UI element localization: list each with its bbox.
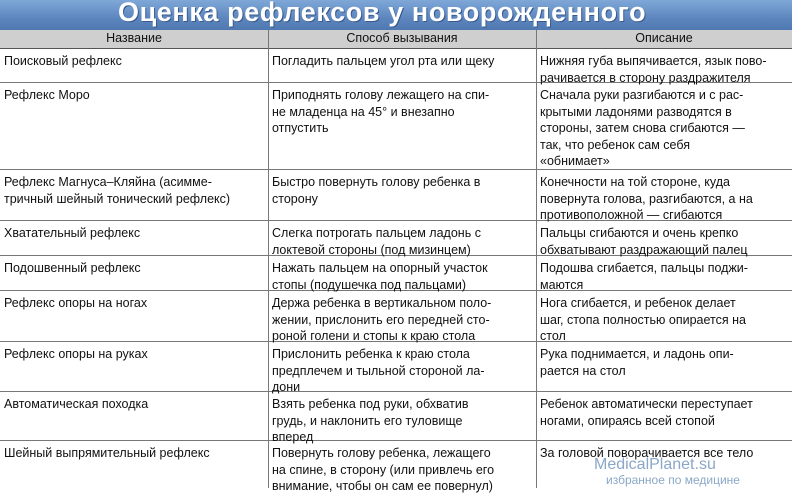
reflex-name: Рефлекс Магнуса–Кляйна (асимме- тричный шейный тонический рефлекс) (4, 175, 231, 206)
reflex-method: Быстро повернуть голову ребенка в сторону (272, 175, 481, 206)
column-header-name: Название (106, 31, 162, 45)
reflex-method: Погладить пальцем угол рта или щеку (272, 54, 495, 68)
watermark-tagline: избранное по медицине (606, 473, 740, 487)
reflex-description: Ребенок автоматически переступает ногами, опираясь всей стопой (540, 397, 753, 428)
reflex-name: Автоматическая походка (4, 397, 149, 411)
title-banner (0, 0, 792, 30)
page-title: Оценка рефлексов у новорожденного (118, 0, 647, 27)
column-divider (536, 30, 537, 488)
table-row (0, 392, 792, 444)
table-row (0, 291, 792, 342)
reflex-method: Слегка потрогать пальцем ладонь с локтевой стороны (под мизинцем) (272, 226, 481, 257)
reflex-name: Рефлекс опоры на ногах (4, 296, 148, 310)
reflex-description: Сначала руки разгибаются и с рас- крытыми ладонями разводятся в стороны, затем снова сгибаются — так, что ребенок сам себя «обнимает» (540, 88, 745, 168)
reflex-description: Пальцы сгибаются и очень крепко обхватывают раздражающий палец (540, 226, 748, 257)
reflex-name: Рефлекс опоры на руках (4, 347, 148, 361)
reflex-name: Хватательный рефлекс (4, 226, 141, 240)
reflex-method: Держа ребенка в вертикальном поло- жении, прислонить его передней сто- роной голени и стопы к краю стола (272, 296, 492, 343)
table-row (0, 83, 792, 170)
reflex-method: Взять ребенка под руки, обхватив грудь, и наклонить его туловище вперед (272, 397, 469, 444)
table-row (0, 49, 792, 83)
reflex-name: Рефлекс Моро (4, 88, 90, 102)
reflex-description: Рука поднимается, и ладонь опи- рается на стол (540, 347, 734, 378)
reflex-method: Прислонить ребенка к краю стола предплечем и тыльной стороной ла- дони (272, 347, 485, 394)
table-row (0, 256, 792, 291)
reflex-method: Приподнять голову лежащего на спи- не младенца на 45° и внезапно отпустить (272, 88, 490, 135)
reflex-description: Конечности на той стороне, куда повернута голова, разгибаются, а на противоположной — сгибаются (540, 175, 753, 222)
column-header-description: Описание (635, 31, 693, 45)
table-row (0, 170, 792, 221)
reflex-method: Повернуть голову ребенка, лежащего на спине, в сторону (или привлечь его внимание, чтобы он сам ее повернул) (272, 446, 495, 493)
reflex-name: Подошвенный рефлекс (4, 261, 141, 275)
table-row (0, 342, 792, 392)
table-header (0, 30, 792, 49)
reflex-method: Нажать пальцем на опорный участок стопы (подушечка под пальцами) (272, 261, 488, 292)
column-header-method: Способ вызывания (346, 31, 458, 45)
column-divider (268, 30, 269, 488)
reflex-name: Шейный выпрямительный рефлекс (4, 446, 210, 460)
reflex-description: Нога сгибается, и ребенок делает шаг, стопа полностью опирается на стол (540, 296, 746, 343)
watermark-site: MedicalPlanet.su (594, 456, 716, 473)
table-row (0, 221, 792, 256)
reflex-description: За головой поворачивается все тело (540, 446, 754, 460)
reflex-name: Поисковый рефлекс (4, 54, 122, 68)
reflex-description: Подошва сгибается, пальцы поджи- маются (540, 261, 748, 292)
reflex-description: Нижняя губа выпячивается, язык пово- рачивается в сторону раздражителя (540, 54, 767, 85)
